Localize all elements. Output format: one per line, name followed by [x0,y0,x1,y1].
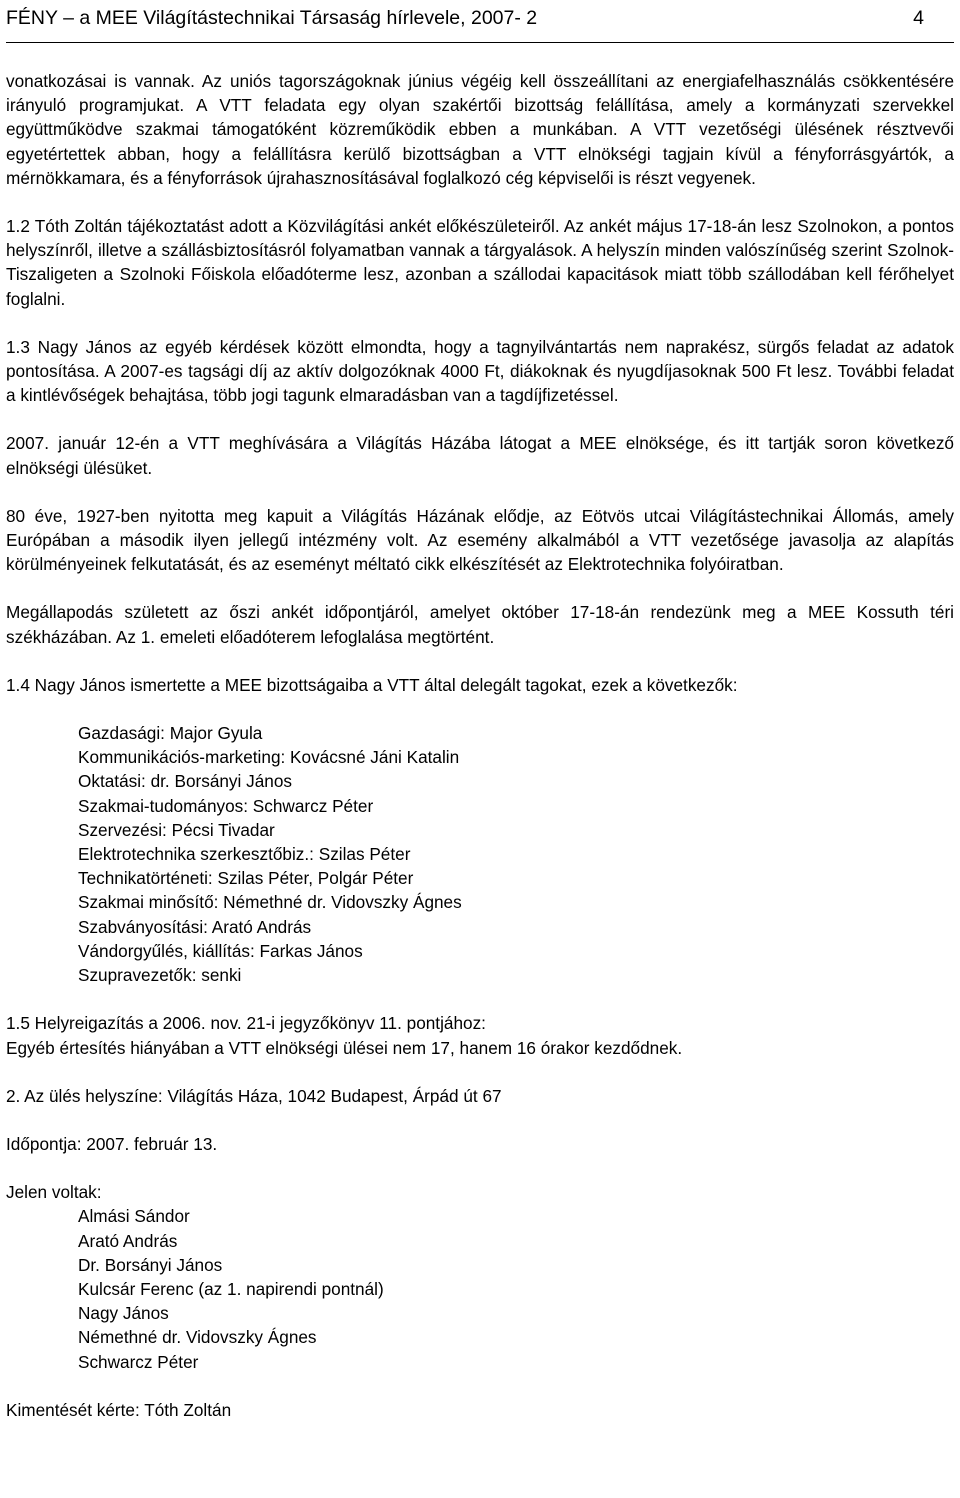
paragraph: 2007. január 12-én a VTT meghívására a Világítás Házába látogat a MEE elnöksége, és itt tartják soron következő elnökségi ülésüket. [6,433,954,478]
paragraph: 80 éve, 1927-ben nyitotta meg kapuit a Világítás Házának elődje, az Eötvös utcai Világítástechnikai Állomás, amely Európában a második ilyen jellegű intézmény volt. Az esemény alkalmából a VTT vezetősége javasolja az alapítás körülményeinek felkutatását, és az eseményt méltató cikk elkészítését az Elektrotechnika folyóiratban. [6,505,954,575]
list-item: Gazdasági: Major Gyula [78,723,263,744]
page-number: 4 [913,7,924,29]
list-item: Kommunikációs-marketing: Kovácsné Jáni Katalin [78,747,460,768]
list-item: Arató András [78,1230,178,1251]
paragraph: Kimentését kérte: Tóth Zoltán [6,1399,232,1420]
list-item: Szupravezetők: senki [78,965,242,986]
attendees-list [6,1204,954,1373]
paragraph: Időpontja: 2007. február 13. [6,1133,218,1154]
paragraph: 1.2 Tóth Zoltán tájékoztatást adott a Közvilágítási ankét előkészületeiről. Az ankét május 17-18-án lesz Szolnokon, a pontos helyszínről, illetve a szállásbiztosításról folyamatban vannak a tárgyalások. A helyszín minden valószínűség szerint Szolnok-Tiszaligeten a Szolnoki Főiskola előadóterme lesz, azonban a szállodai kapacitások miatt több szállodában kell férőhelyet foglalni. [6,216,954,309]
header-title: FÉNY – a MEE Világítástechnikai Társaság hírlevele, 2007- 2 [6,7,538,29]
list-item: Nagy János [78,1303,169,1324]
list-item: Oktatási: dr. Borsányi János [78,771,292,792]
list-item: Némethné dr. Vidovszky Ágnes [78,1327,317,1348]
paragraph: 1.4 Nagy János ismertette a MEE bizottságaiba a VTT által delegált tagokat, ezek a következők: [6,674,738,695]
document-page [0,2,960,1498]
list-item: Elektrotechnika szerkesztőbiz.: Szilas Péter [78,844,411,865]
list-item: Almási Sándor [78,1206,190,1227]
paragraph: 2. Az ülés helyszíne: Világítás Háza, 1042 Budapest, Árpád út 67 [6,1085,502,1106]
paragraph: vonatkozásai is vannak. Az uniós tagországoknak június végéig kell összeállítani az energiafelhasználás csökkentésére irányuló programjukat. A VTT feladata egy olyan szakértői bizottság felállítása, amely a kormányzati szervekkel együttműködve szakmai támogatóként közreműködik ebben a munkában. A VTT vezetőségi ülésének résztvevői egyetértettek abban, hogy a felállításra kerülő bizottságban a VTT elnökségi tagjain kívül a fényforrásgyártók, a mérnökkamara, és a fényforrások újrahasznosításával foglalkozó cég képviselői is részt vegyenek. [6,71,954,188]
paragraph: Jelen voltak: [6,1182,102,1203]
list-item: Dr. Borsányi János [78,1254,223,1275]
list-item: Szabványosítási: Arató András [78,916,312,937]
list-item: Technikatörténeti: Szilas Péter, Polgár Péter [78,868,414,889]
paragraph: Megállapodás született az őszi ankét időpontjáról, amelyet október 17-18-án rendezünk meg a MEE Kossuth téri székházában. Az 1. emeleti előadóterem lefoglalása megtörtént. [6,602,954,647]
page-header [6,2,954,43]
list-item: Kulcsár Ferenc (az 1. napirendi pontnál) [78,1278,384,1299]
paragraph: Egyéb értesítés hiányában a VTT elnökségi ülései nem 17, hanem 16 órakor kezdődnek. [6,1037,683,1058]
delegates-list [6,721,954,987]
list-item: Szakmai minősítő: Némethné dr. Vidovszky Ágnes [78,892,462,913]
list-item: Vándorgyűlés, kiállítás: Farkas János [78,940,363,961]
document-body [6,43,954,1422]
list-item: Schwarcz Péter [78,1351,199,1372]
list-item: Szervezési: Pécsi Tivadar [78,819,275,840]
paragraph: 1.5 Helyreigazítás a 2006. nov. 21-i jegyzőkönyv 11. pontjához: [6,1013,486,1034]
paragraph: 1.3 Nagy János az egyéb kérdések között elmondta, hogy a tagnyilvántartás nem naprakész, sürgős feladat az adatok pontosítása. A 2007-es tagsági díj az aktív dolgozóknak 4000 Ft, diákoknak és nyugdíjasoknak 500 Ft lesz. További feladat a kintlévőségek behajtása, több jogi tagunk elmaradásban van a tagdíjfizetéssel. [6,336,954,406]
list-item: Szakmai-tudományos: Schwarcz Péter [78,795,374,816]
